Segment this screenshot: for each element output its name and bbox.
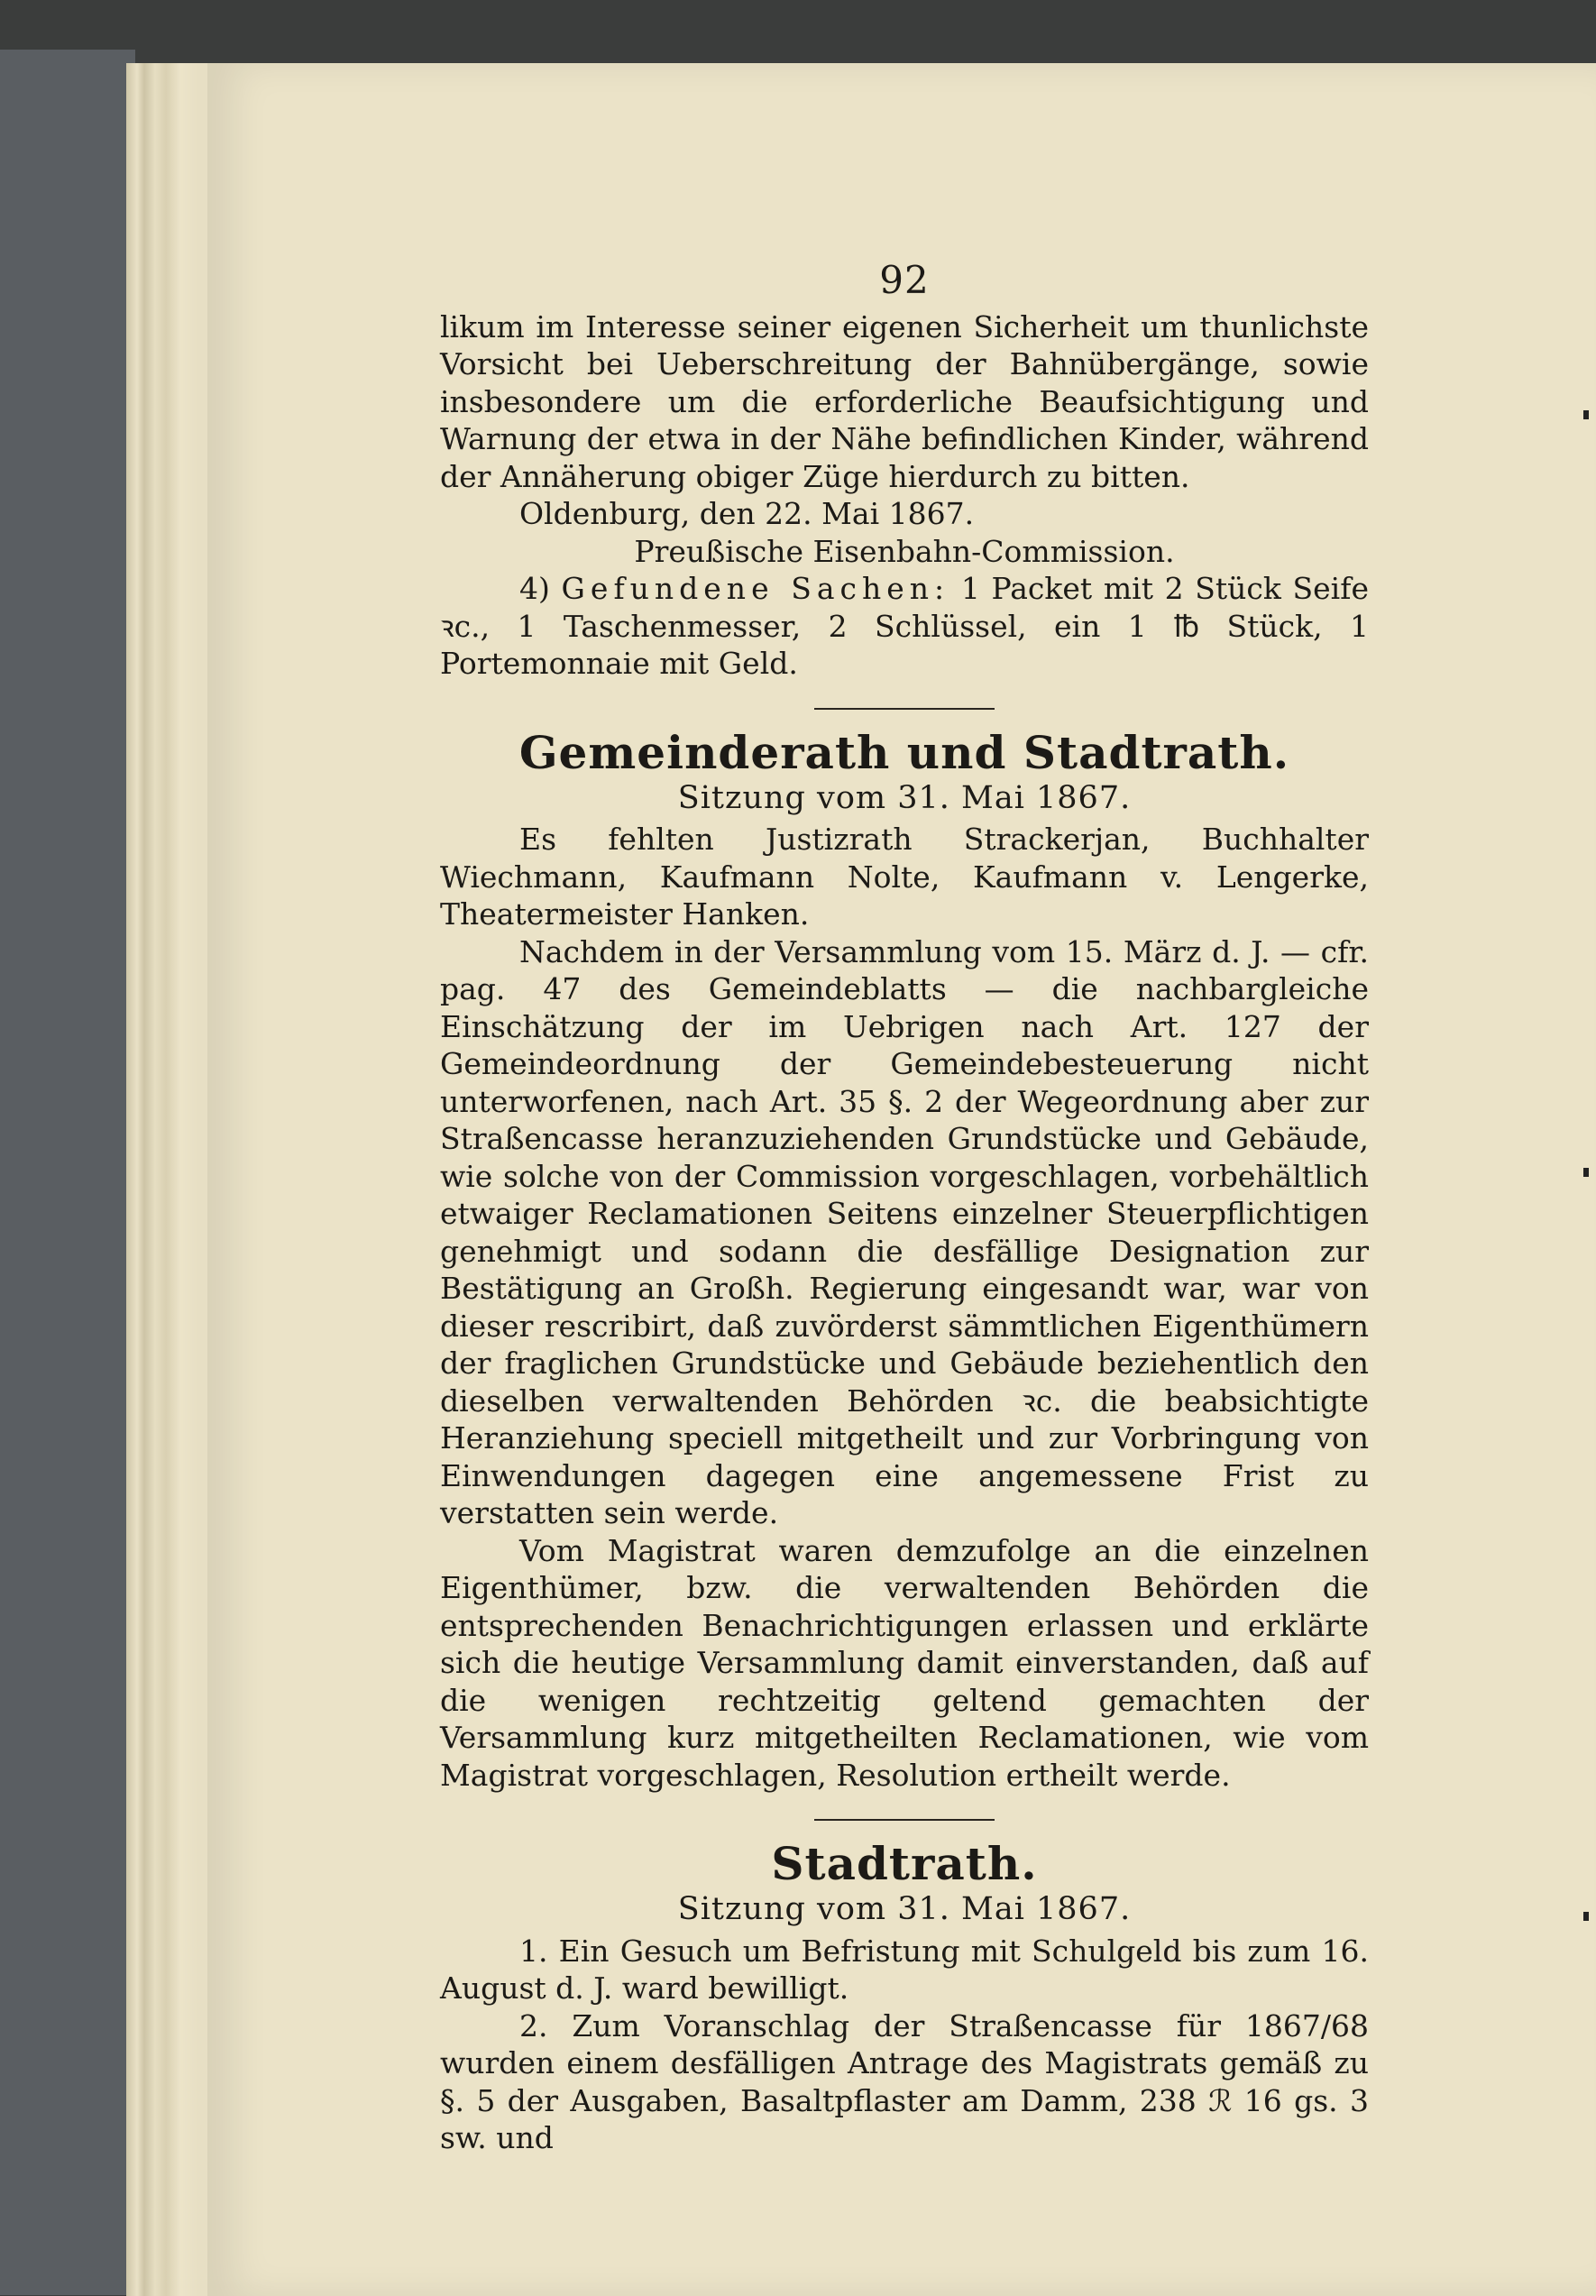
section-divider [814,1819,995,1821]
margin-mark [1583,1912,1589,1921]
paragraph: Nachdem in der Versammlung vom 15. März d. J. — cfr. pag. 47 des Gemeindeblatts — die nachbargleiche Einschätzung der im Uebrigen nach Art. 127 der Gemeindeordnung der Gemeindebesteuerung nicht unterworfenen, nach Art. 35 §. 2 der Wegeordnung aber zur Straßencasse heranzuziehenden Grundstücke und Gebäude, wie solche von der Commission vorgeschlagen, vorbehältlich etwaiger Reclamationen Seitens einzelner Steuerpflichtigen genehmigt und sodann die desfällige Designation zur Bestätigung an Großh. Regierung eingesandt war, war von dieser rescribirt, daß zuvörderst sämmtlichen Eigenthümern der fraglichen Grundstücke und Gebäude beziehentlich den dieselben verwaltenden Behörden ꝛc. die beabsichtigte Heranziehung speciell mitgetheilt und zur Vorbringung von Einwendungen dagegen eine angemessene Frist zu verstatten sein werde. [440,933,1369,1530]
paragraph: Vom Magistrat waren demzufolge an die einzelnen Eigenthümer, bzw. die verwaltenden Behörden die entsprechenden Benachrichtigungen erlassen und erklärte sich die heutige Versammlung damit einverstanden, daß auf die wenigen rechtzeitig geltend gemachten der Versammlung kurz mitgetheilten Reclamationen, wie vom Magistrat vorgeschlagen, Resolution ertheilt werde. [440,1532,1369,1793]
section-heading-stadtrath: Stadtrath. [771,1837,1038,1890]
found-items-label: Gefundene Sachen: [561,571,950,606]
found-items-paragraph [440,570,1369,683]
margin-mark [1583,410,1589,419]
signature: Preußische Eisenbahn-Commission. [634,533,1175,569]
page-content [440,258,1369,2157]
page-number: 92 [879,258,930,302]
paragraph: 2. Zum Voranschlag der Straßencasse für 1867/68 wurden einem desfälligen Antrage des Magistrats gemäß zu §. 5 der Ausgaben, Basaltpflaster am Damm, 238 ℛ 16 gs. 3 sw. und [440,2007,1369,2155]
margin-mark [1583,1168,1589,1177]
session-date: Sitzung vom 31. Mai 1867. [677,1891,1132,1927]
item-number: 4) [519,571,550,606]
paragraph: Es fehlten Justizrath Strackerjan, Buchhalter Wiechmann, Kaufmann Nolte, Kaufmann v. Lengerke, Theatermeister Hanken. [440,822,1369,932]
paragraph: 1. Ein Gesuch um Befristung mit Schulgeld bis zum 16. August d. J. ward bewilligt. [440,1933,1369,2006]
section-heading-gemeinderath: Gemeinderath und Stadtrath. [518,725,1290,779]
found-items-text: 1 Packet mit 2 Stück Seife ꝛc., 1 Taschenmesser, 2 Schlüssel, ein 1 ℔ Stück, 1 Portemonnaie mit Geld. [440,571,1369,681]
paragraph-continued: likum im Interesse seiner eigenen Sicherheit um thunlichste Vorsicht bei Ueberschreitung der Bahnübergänge, sowie insbesondere um die erforderliche Beaufsichtigung und Warnung der etwa in der Nähe befindlichen Kinder, während der Annäherung obiger Züge hierdurch zu bitten. [440,308,1369,494]
session-date: Sitzung vom 31. Mai 1867. [677,779,1132,816]
section-divider [814,708,995,710]
place-date: Oldenburg, den 22. Mai 1867. [519,496,975,531]
book-cover-edge [0,50,135,2295]
